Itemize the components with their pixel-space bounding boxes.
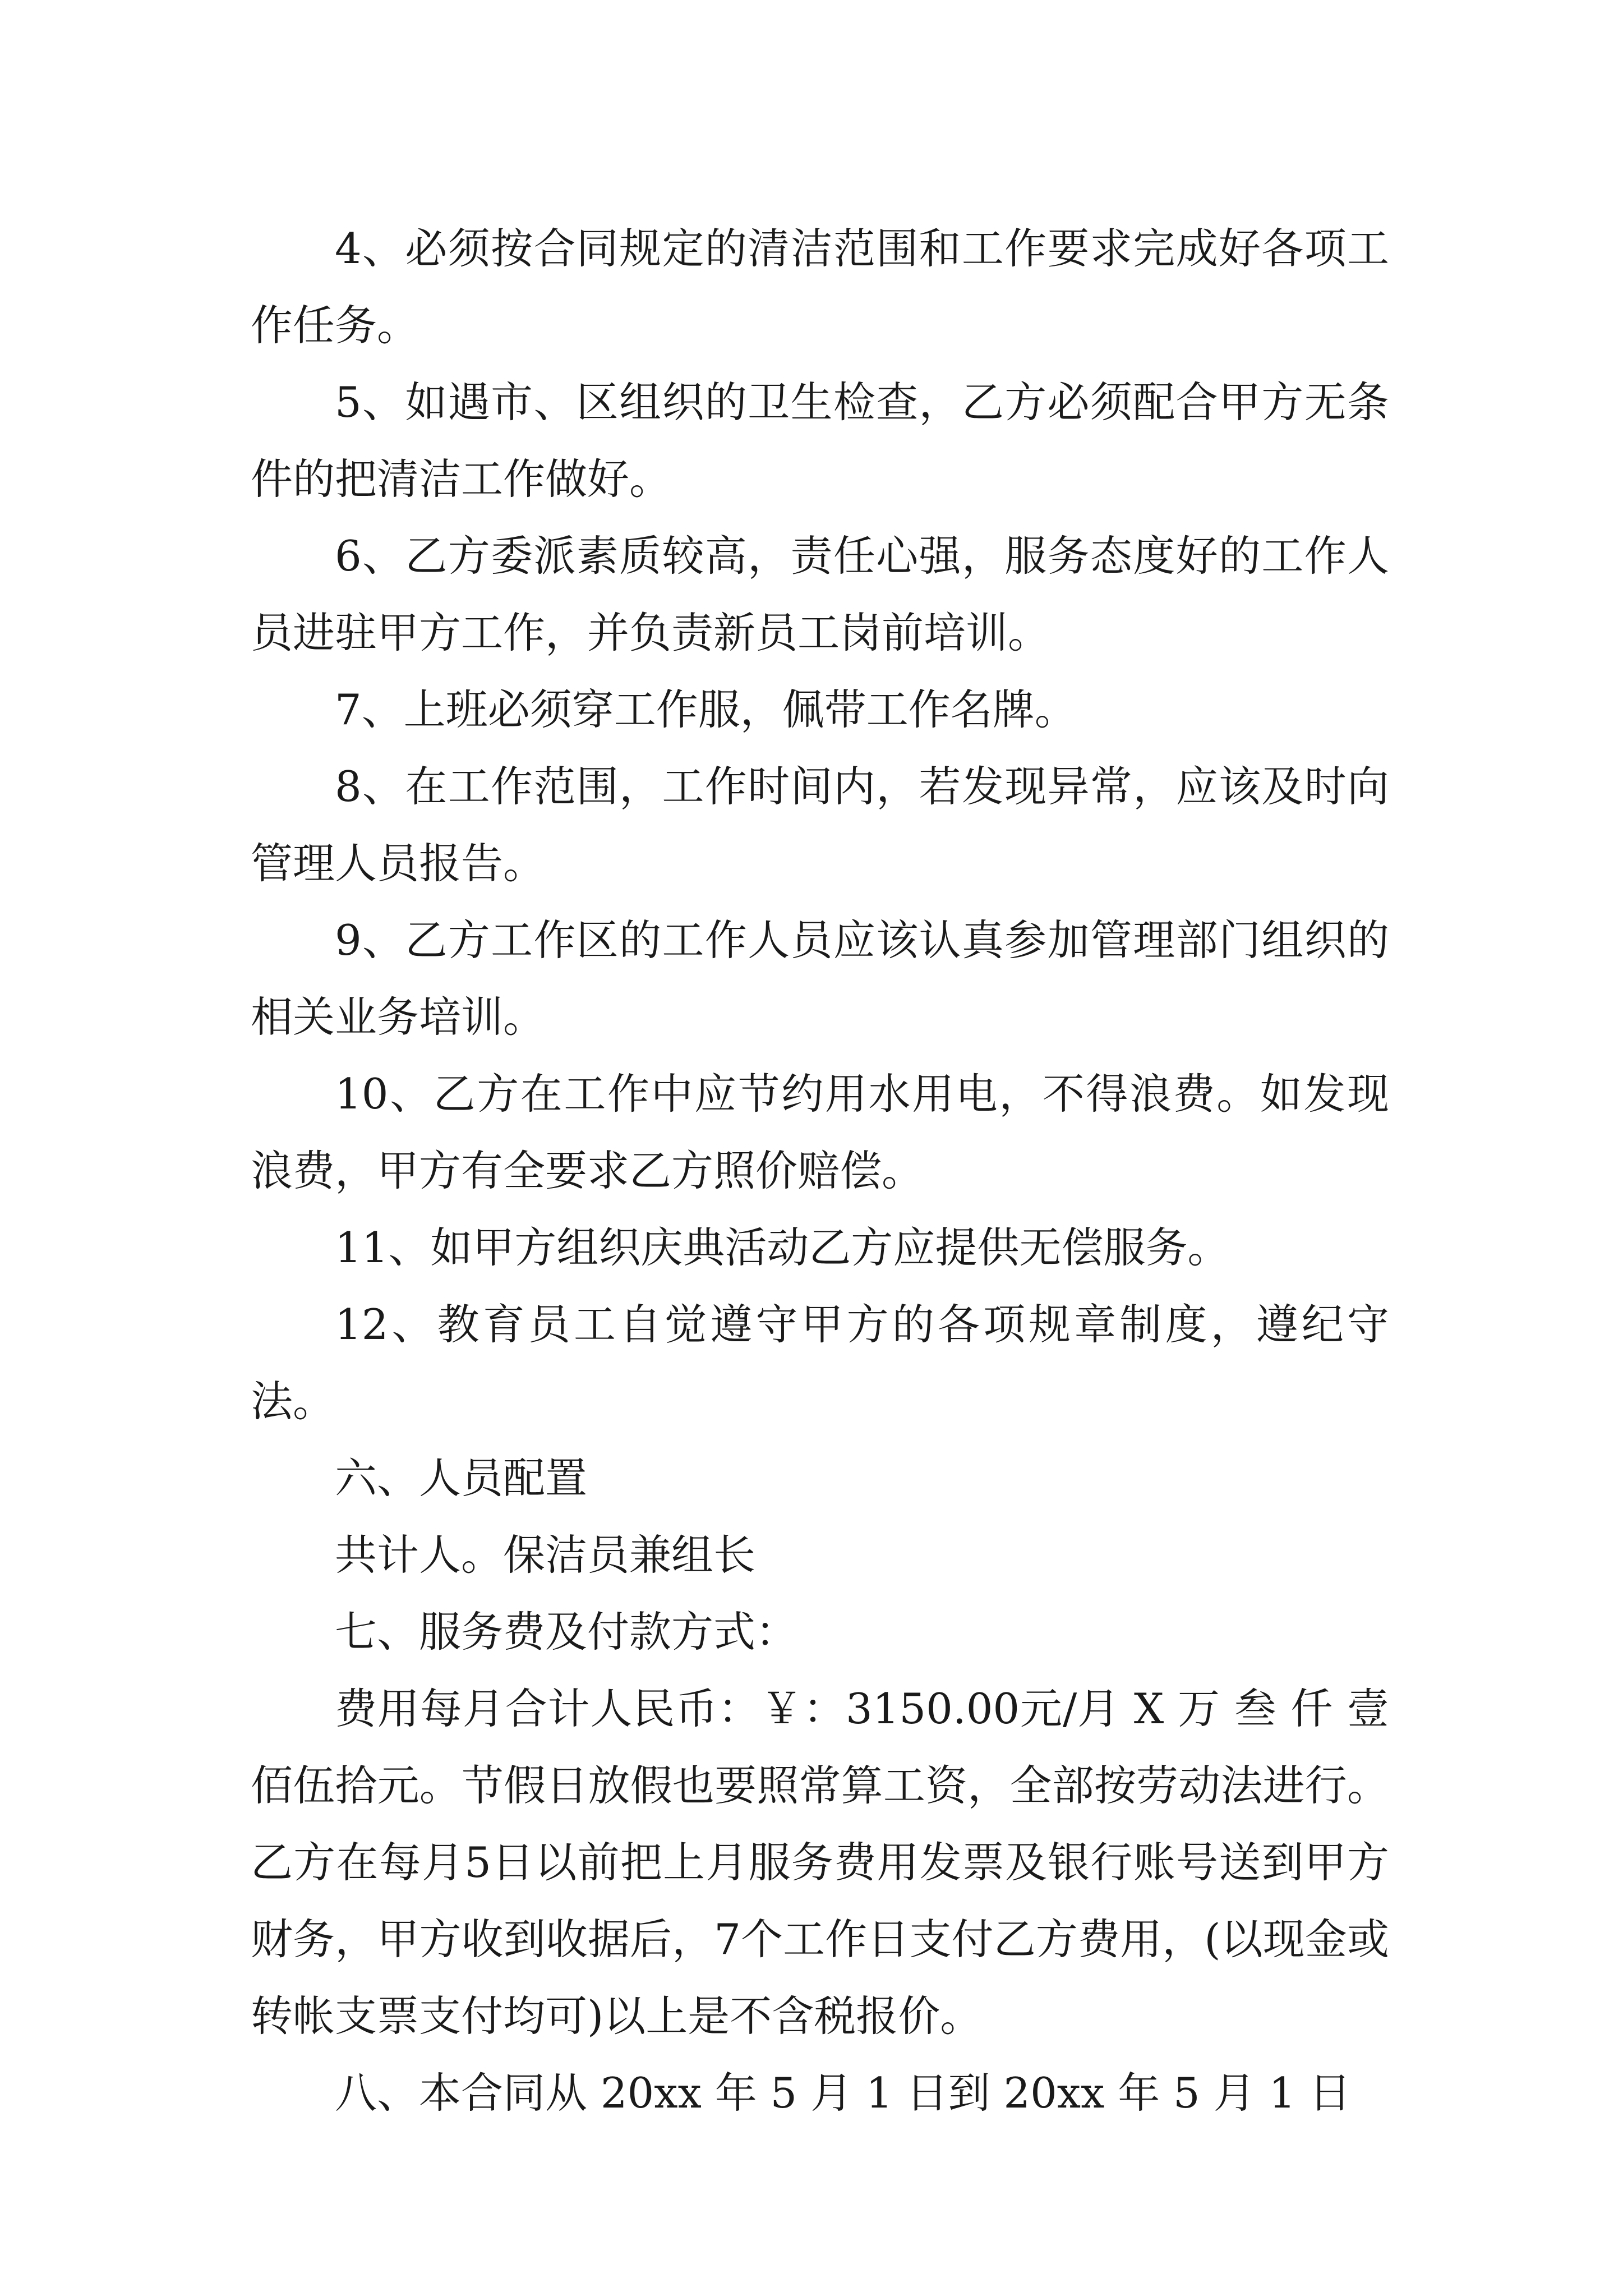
clause-12: 12、教育员工自觉遵守甲方的各项规章制度，遵纪守法。 (251, 1300, 1389, 1426)
clause-9: 9、乙方工作区的工作人员应该认真参加管理部门组织的相关业务培训。 (251, 915, 1389, 1042)
clause-6: 6、乙方委派素质较高，责任心强，服务态度好的工作人员进驻甲方工作，并负责新员工岗前培训。 (251, 531, 1389, 657)
document-body (251, 210, 1389, 2132)
section-heading-fees: 七、服务费及付款方式： (335, 1607, 798, 1657)
clause-4: 4、必须按合同规定的清洁范围和工作要求完成好各项工作任务。 (251, 224, 1389, 350)
staffing-detail: 共计人。保洁员兼组长 (335, 1530, 756, 1580)
fee-detail: 费用每月合计人民币：￥：3150.00元/月 X 万 叁 仟 壹 佰伍拾元。节假日放假也要照常算工资，全部按劳动法进行。乙方在每月5日以前把上月服务费用发票及银行账号送到甲方财务，甲方收到收据后，7个工作日支付乙方费用，(以现金或转帐支票支付均可)以上是不含税报价。 (251, 1684, 1389, 2041)
section-heading-term: 八、本合同从 20xx 年 5 月 1 日到 20xx 年 5 月 1 日 (335, 2068, 1352, 2118)
clause-5: 5、如遇市、区组织的卫生检查，乙方必须配合甲方无条件的把清洁工作做好。 (251, 378, 1389, 504)
clause-8: 8、在工作范围，工作时间内，若发现异常，应该及时向管理人员报告。 (251, 762, 1389, 888)
section-heading-staffing: 六、人员配置 (335, 1453, 588, 1503)
clause-10: 10、乙方在工作中应节约用水用电，不得浪费。如发现浪费，甲方有全要求乙方照价赔偿。 (251, 1069, 1389, 1195)
clause-7: 7、上班必须穿工作服，佩带工作名牌。 (335, 685, 1077, 734)
clause-11: 11、如甲方组织庆典活动乙方应提供无偿服务。 (335, 1223, 1230, 1272)
